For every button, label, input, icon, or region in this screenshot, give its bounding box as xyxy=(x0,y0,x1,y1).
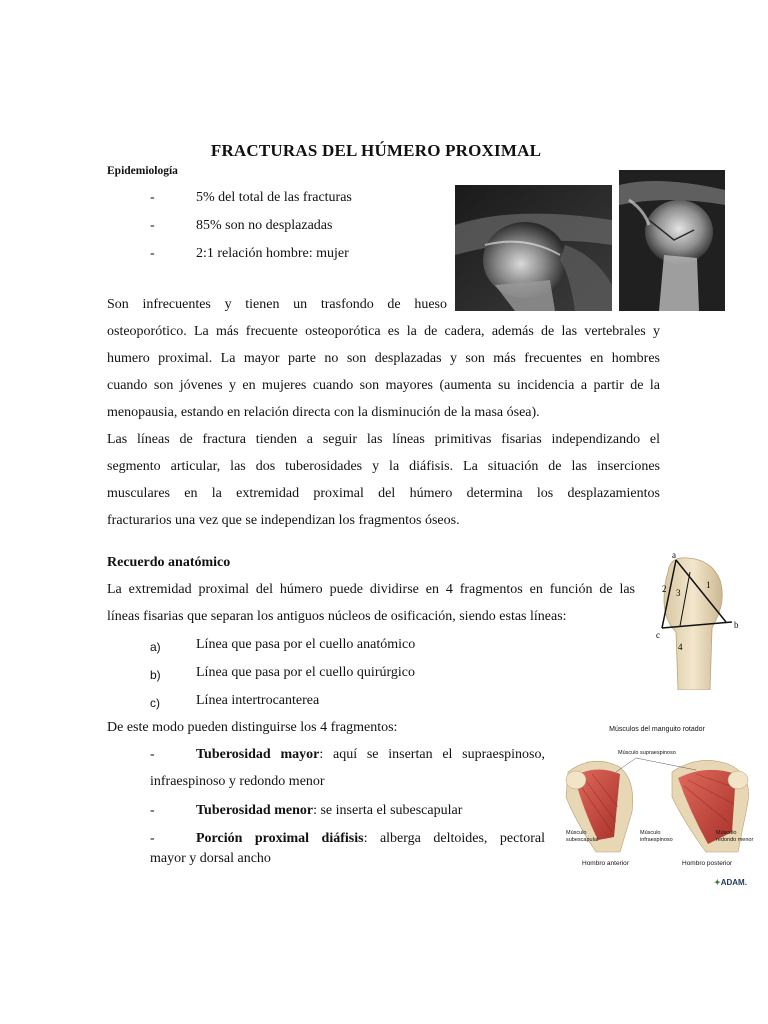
diagram-label-3: 3 xyxy=(676,588,681,598)
epidemiologia-heading: Epidemiología xyxy=(107,165,178,177)
bullet-text: 2:1 relación hombre: mujer xyxy=(196,246,349,261)
item-text: Línea que pasa por el cuello quirúrgico xyxy=(196,665,415,680)
fragment-line xyxy=(196,803,462,819)
diagram-label-c: c xyxy=(656,630,660,640)
text-line: humero proximal. La mayor parte no son desplazadas y son más frecuentes en hombres xyxy=(107,351,660,366)
text-line: osteoporótico. La más frecuente osteoporótica es la de cadera, además de las vertebrales y xyxy=(107,324,660,339)
bullet-marker: - xyxy=(150,190,155,205)
caption-hombro-posterior: Hombro posterior xyxy=(682,860,733,867)
recuerdo-heading: Recuerdo anatómico xyxy=(107,555,231,570)
bullet-marker: - xyxy=(150,246,155,261)
text-line: cuando son jóvenes y en mujeres cuando son mayores (aumenta su incidencia a partir de la xyxy=(107,378,660,393)
fragment-marker: - xyxy=(150,831,155,846)
fragment-line xyxy=(196,747,545,763)
text-line: La extremidad proximal del húmero puede dividirse en 4 fragmentos en función de las xyxy=(107,582,635,597)
bullet-text: 85% son no desplazadas xyxy=(196,218,333,233)
page-title: FRACTURAS DEL HÚMERO PROXIMAL xyxy=(210,141,542,160)
text-line: fracturarios una vez que se independizan los fragmentos óseos. xyxy=(107,513,460,528)
fragment-line xyxy=(196,831,545,847)
fragment-name: Porción proximal diáfisis xyxy=(196,831,364,846)
diagram-label-a: a xyxy=(672,550,676,560)
fragment-name: Tuberosidad menor xyxy=(196,803,314,818)
caption-hombro-anterior: Hombro anterior xyxy=(582,860,629,867)
paragraph-intro xyxy=(107,318,660,534)
label-subescapular xyxy=(566,830,599,844)
text-line: Son infrecuentes y tienen un trasfondo de hueso xyxy=(107,297,447,312)
label-redondo-menor xyxy=(716,830,753,844)
figure-title: Músculos del manguito rotador xyxy=(609,726,705,733)
fragment-desc: : se inserta el subescapular xyxy=(313,803,463,818)
label-infraespinoso xyxy=(640,830,673,844)
text-line: Las líneas de fractura tienden a seguir las líneas primitivas fisarias independizando el xyxy=(107,432,660,447)
label-line: infraespinoso xyxy=(640,837,673,843)
fragment-marker: - xyxy=(150,803,155,818)
item-marker: a) xyxy=(150,640,161,654)
fragment-desc: : aquí se insertan el supraespinoso, xyxy=(319,747,545,762)
label-line: subescapular xyxy=(566,837,599,843)
xray-image-1 xyxy=(455,185,612,311)
item-marker: c) xyxy=(150,696,160,710)
label-supraespinoso: Músculo supraespinoso xyxy=(618,750,676,756)
xray-image-2 xyxy=(619,170,725,311)
bullet-text: 5% del total de las fracturas xyxy=(196,190,352,205)
text-line: musculares en la extremidad proximal del húmero determina los desplazamientos xyxy=(107,486,660,501)
fragments-intro: De este modo pueden distinguirse los 4 fragmentos: xyxy=(107,720,398,735)
diagram-label-4: 4 xyxy=(678,642,683,652)
bullet-marker: - xyxy=(150,218,155,233)
adam-logo-icon: ✦ xyxy=(714,878,721,887)
item-text: Línea que pasa por el cuello anatómico xyxy=(196,637,416,652)
text-line: segmento articular, las dos tuberosidades y la diáfisis. La situación de las inserciones xyxy=(107,459,660,474)
item-text: Línea intertrocanterea xyxy=(196,693,320,708)
label-line: Músculo xyxy=(640,830,661,836)
fragment-name: Tuberosidad mayor xyxy=(196,747,320,762)
diagram-label-b: b xyxy=(734,620,739,630)
label-line: redondo menor xyxy=(716,837,754,843)
item-marker: b) xyxy=(150,668,161,682)
fragment-desc-line2: mayor y dorsal ancho xyxy=(150,851,271,866)
fragment-desc-line2: infraespinoso y redondo menor xyxy=(150,774,325,789)
fragment-marker: - xyxy=(150,747,155,762)
paragraph-intro-line1 xyxy=(107,291,447,318)
label-line: Músculo xyxy=(716,830,737,836)
adam-logo xyxy=(714,878,747,887)
label-line: Músculo xyxy=(566,830,587,836)
adam-logo-text: ADAM. xyxy=(720,878,747,887)
text-line: líneas fisarias que separan los antiguos núcleos de osificación, siendo estas líneas: xyxy=(107,609,567,624)
recuerdo-paragraph xyxy=(107,576,635,630)
text-line: menopausia, estando en relación directa con la disminución de la masa ósea). xyxy=(107,405,540,420)
humerus-diagram xyxy=(650,550,745,690)
diagram-label-1: 1 xyxy=(706,580,711,590)
diagram-label-2: 2 xyxy=(662,584,667,594)
fragment-desc: : alberga deltoides, pectoral xyxy=(363,831,545,846)
rotator-cuff-figure xyxy=(556,722,758,892)
